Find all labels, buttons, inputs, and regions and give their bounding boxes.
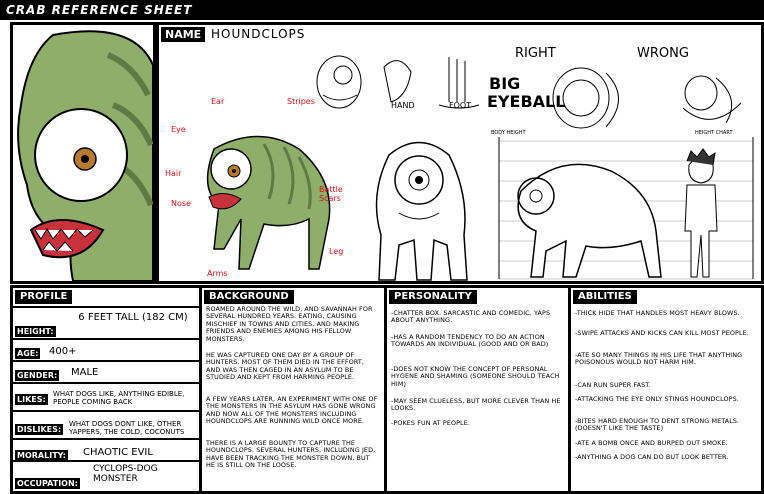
personality-header: PERSONALITY <box>389 290 477 304</box>
height-value: 6 FEET TALL (182 CM) <box>78 312 188 323</box>
personality-item: -DOES NOT KNOW THE CONCEPT OF PERSONAL HYGENE AND SHAMING (SOMEONE SHOULD TEACH HIM) <box>391 365 560 388</box>
profile-row-occupation <box>13 460 199 491</box>
portrait-illustration <box>13 25 153 281</box>
gender-label: GENDER: <box>17 371 58 380</box>
age-label: AGE: <box>17 349 39 358</box>
personality-column <box>387 288 571 491</box>
profile-row-likes <box>13 382 199 410</box>
profile-row-dislikes <box>13 410 199 438</box>
profile-row-height <box>13 306 199 338</box>
personality-item: -HAS A RANDOM TENDENCY TO DO AN ACTION TOWARDS AN INDIVIDUAL (GOOD AND OR BAD) <box>391 333 549 349</box>
scale-label: BODY HEIGHT <box>491 130 526 136</box>
battle-scars-label: Battle Scars <box>319 185 343 203</box>
gender-value: MALE <box>71 367 99 378</box>
background-paragraph: HE WAS CAPTURED ONE DAY BY A GROUP OF HUNTERS. MOST OF THEM DIED IN THE EFFORT, AND WAS THEN CAGED IN AN ASYLUM TO BE STUDIED AND KEPT FROM HARMING PEOPLE. <box>206 351 365 382</box>
likes-value: WHAT DOGS LIKE, ANYTHING EDIBLE, PEOPLE COMING BACK <box>53 390 185 406</box>
abilities-header: ABILITIES <box>573 290 637 304</box>
dislikes-value: WHAT DOGS DONT LIKE, OTHER YAPPERS, THE COLD, COCONUTS <box>69 420 185 436</box>
character-name: HOUNDCLOPS <box>211 27 306 41</box>
sheet-title: CRAB REFERENCE SHEET <box>6 3 193 17</box>
reference-panel <box>156 22 764 284</box>
name-label: NAME <box>161 27 205 42</box>
leg-label: Leg <box>329 247 344 256</box>
height-chart <box>491 131 761 283</box>
right-label: RIGHT <box>515 46 556 61</box>
morality-label: MORALITY: <box>17 451 66 460</box>
profile-row-gender <box>13 360 199 382</box>
front-view-sketch <box>359 135 479 284</box>
portrait-panel <box>10 22 156 284</box>
wrong-label: WRONG <box>637 46 689 61</box>
occupation-value: CYCLOPS-DOG MONSTER <box>93 464 158 484</box>
title-bar <box>0 0 764 20</box>
nose-label: Nose <box>171 199 191 208</box>
background-column <box>202 288 387 491</box>
info-panel <box>10 285 764 494</box>
ability-item: -ANYTHING A DOG CAN DO BUT LOOK BETTER. <box>575 453 729 461</box>
arms-label: Arms <box>207 269 228 278</box>
profile-column <box>13 288 202 491</box>
background-paragraph: ROAMED AROUND THE WILD, AND SAVANNAH FOR SEVERAL HUNDRED YEARS. EATING, CAUSING MISCHIEF IN TOWNS AND CITIES, AND MAKING FRIENDS AND ENEMIES AMONG HIS FELLOW MONSTERS. <box>206 305 373 343</box>
ear-label: Ear <box>211 97 225 106</box>
profile-row-age <box>13 338 199 360</box>
personality-item: -POKES FUN AT PEOPLE. <box>391 419 470 427</box>
hair-label: Hair <box>165 169 182 178</box>
ability-item: -SWIPE ATTACKS AND KICKS CAN KILL MOST PEOPLE. <box>575 329 749 337</box>
background-paragraph: THERE IS A LARGE BOUNTY TO CAPTURE THE HOUNDCLOPS. SEVERAL HUNTERS, INCLUDING JED, HAVE BEEN TRACKING THE MONSTER DOWN, BUT HE IS STILL ON THE LOOSE. <box>206 439 376 470</box>
ability-item: -ATE A BOMB ONCE AND BURPED OUT SMOKE. <box>575 439 728 447</box>
stripes-label: Stripes <box>287 97 315 106</box>
personality-item: -MAY SEEM CLUELESS, BUT MORE CLEVER THAN HE LOOKS. <box>391 397 561 413</box>
eye-label: Eye <box>171 125 186 134</box>
ability-item: -CAN RUN SUPER FAST. <box>575 381 651 389</box>
personality-item: -CHATTER BOX. SARCASTIC AND COMEDIC. YAPS ABOUT ANYTHING. <box>391 309 551 325</box>
eye-comparison-sketches <box>551 63 751 133</box>
ability-item: -ATE SO MANY THINGS IN HIS LIFE THAT ANYTHING POISONOUS WOULD NOT HARM HIM. <box>575 351 743 367</box>
ability-item: -BITES HARD ENOUGH TO DENT STRONG METALS. (DOESN'T LIKE THE TASTE) <box>575 417 740 433</box>
height-chart-label: HEIGHT CHART <box>695 130 733 136</box>
profile-row-morality <box>13 438 199 460</box>
profile-header: PROFILE <box>15 290 72 304</box>
morality-value: CHAOTIC EVIL <box>83 447 153 458</box>
big-label: BIG <box>489 74 521 93</box>
ability-item: -THICK HIDE THAT HANDLES MOST HEAVY BLOWS. <box>575 309 740 317</box>
dislikes-label: DISLIKES: <box>17 425 62 434</box>
foot-label: FOOT <box>449 101 472 110</box>
hand-label: HAND <box>391 101 415 110</box>
background-header: BACKGROUND <box>204 290 294 304</box>
age-value: 400+ <box>49 346 77 357</box>
likes-label: LIKES: <box>17 395 46 404</box>
height-label: HEIGHT: <box>17 327 54 336</box>
abilities-column <box>571 288 761 491</box>
ability-item: -ATTACKING THE EYE ONLY STINGS HOUNDCLOPS. <box>575 395 739 403</box>
occupation-label: OCCUPATION: <box>17 479 78 488</box>
background-paragraph: A FEW YEARS LATER, AN EXPERIMENT WITH ONE OF THE MONSTERS IN THE ASYLUM HAS GONE WRONG AND NOW ALL OF THE MONSTERS INCLUDING HOUNDCLOPS ARE RUNNING WILD ONCE MORE. <box>206 395 378 426</box>
eyeball-label: EYEBALL <box>487 92 566 111</box>
